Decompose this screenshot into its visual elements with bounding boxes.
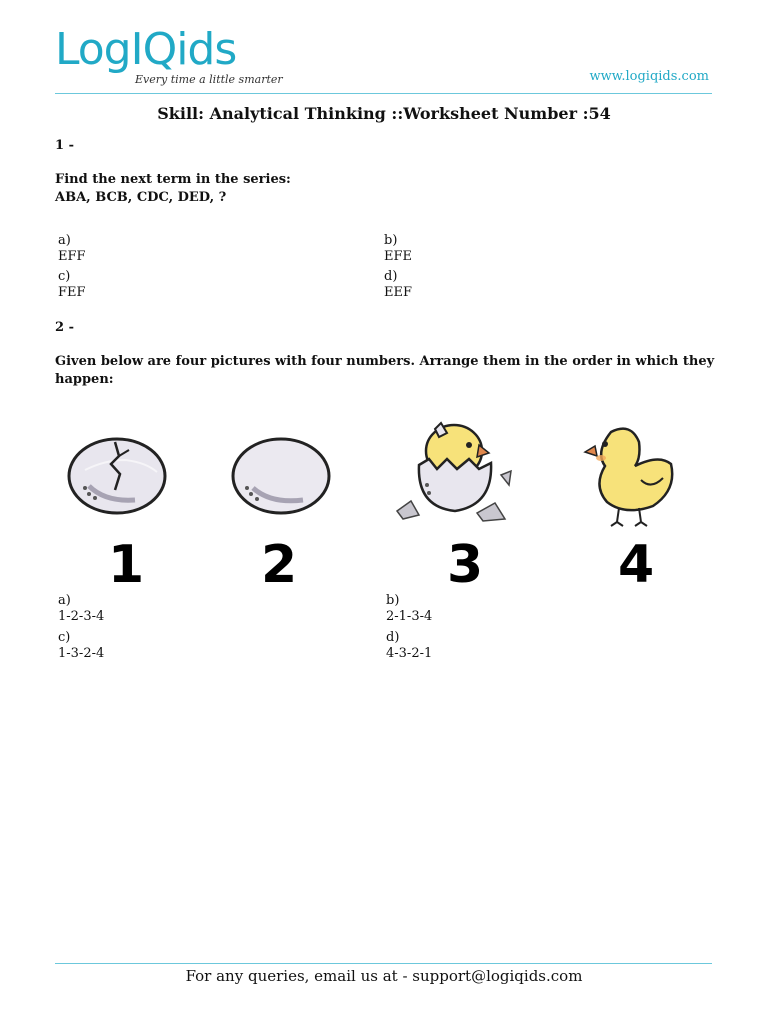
q2-option-d[interactable] xyxy=(386,630,432,662)
q1-option-c[interactable] xyxy=(58,269,86,301)
option-letter: c) xyxy=(58,269,71,284)
option-letter: a) xyxy=(58,233,71,248)
picture-number-3: 3 xyxy=(447,535,484,595)
option-letter: d) xyxy=(384,269,398,284)
q1-option-b[interactable] xyxy=(384,233,412,265)
picture-number-1: 1 xyxy=(108,535,145,595)
picture-number-2: 2 xyxy=(261,535,298,595)
option-value: EFF xyxy=(58,249,86,264)
question-2-number: 2 - xyxy=(55,320,74,335)
option-value: 4-3-2-1 xyxy=(386,646,433,661)
logo-tagline: Every time a little smarter xyxy=(135,73,283,86)
option-letter: a) xyxy=(58,593,71,608)
option-letter: b) xyxy=(384,233,398,248)
footer-contact: For any queries, email us at - support@logiqids.com xyxy=(185,967,583,985)
chick-image xyxy=(581,420,681,530)
option-value: EFE xyxy=(384,249,412,264)
logiqids-logo xyxy=(55,24,283,86)
hatching-chick-image xyxy=(389,415,519,530)
q2-option-a[interactable] xyxy=(58,593,104,625)
logo-wordmark: LogIQids xyxy=(55,24,237,75)
cracked-egg-image xyxy=(65,430,175,520)
option-value: 1-2-3-4 xyxy=(58,609,105,624)
question-1-prompt: Find the next term in the series: xyxy=(55,172,291,187)
question-1-series: ABA, BCB, CDC, DED, ? xyxy=(55,190,227,205)
q2-option-b[interactable] xyxy=(386,593,432,625)
question-2-text: Given below are four pictures with four numbers. Arrange them in the order in which they happen: xyxy=(55,354,715,387)
worksheet-title: Skill: Analytical Thinking ::Worksheet Number :54 xyxy=(157,104,611,123)
option-value: 1-3-2-4 xyxy=(58,646,105,661)
site-url-link[interactable]: www.logiqids.com xyxy=(589,69,709,84)
egg-hatching-pictures xyxy=(55,415,715,600)
question-1-number: 1 - xyxy=(55,138,74,153)
option-letter: c) xyxy=(58,630,71,645)
option-letter: d) xyxy=(386,630,400,645)
option-letter: b) xyxy=(386,593,400,608)
header-divider xyxy=(55,93,712,94)
picture-number-4: 4 xyxy=(618,535,655,595)
option-value: EEF xyxy=(384,285,412,300)
q2-option-c[interactable] xyxy=(58,630,104,662)
question-1-text xyxy=(55,171,715,207)
q1-option-a[interactable] xyxy=(58,233,86,265)
option-value: FEF xyxy=(58,285,86,300)
q1-option-d[interactable] xyxy=(384,269,412,301)
whole-egg-image xyxy=(229,430,339,520)
footer-divider xyxy=(55,963,712,964)
option-value: 2-1-3-4 xyxy=(386,609,433,624)
